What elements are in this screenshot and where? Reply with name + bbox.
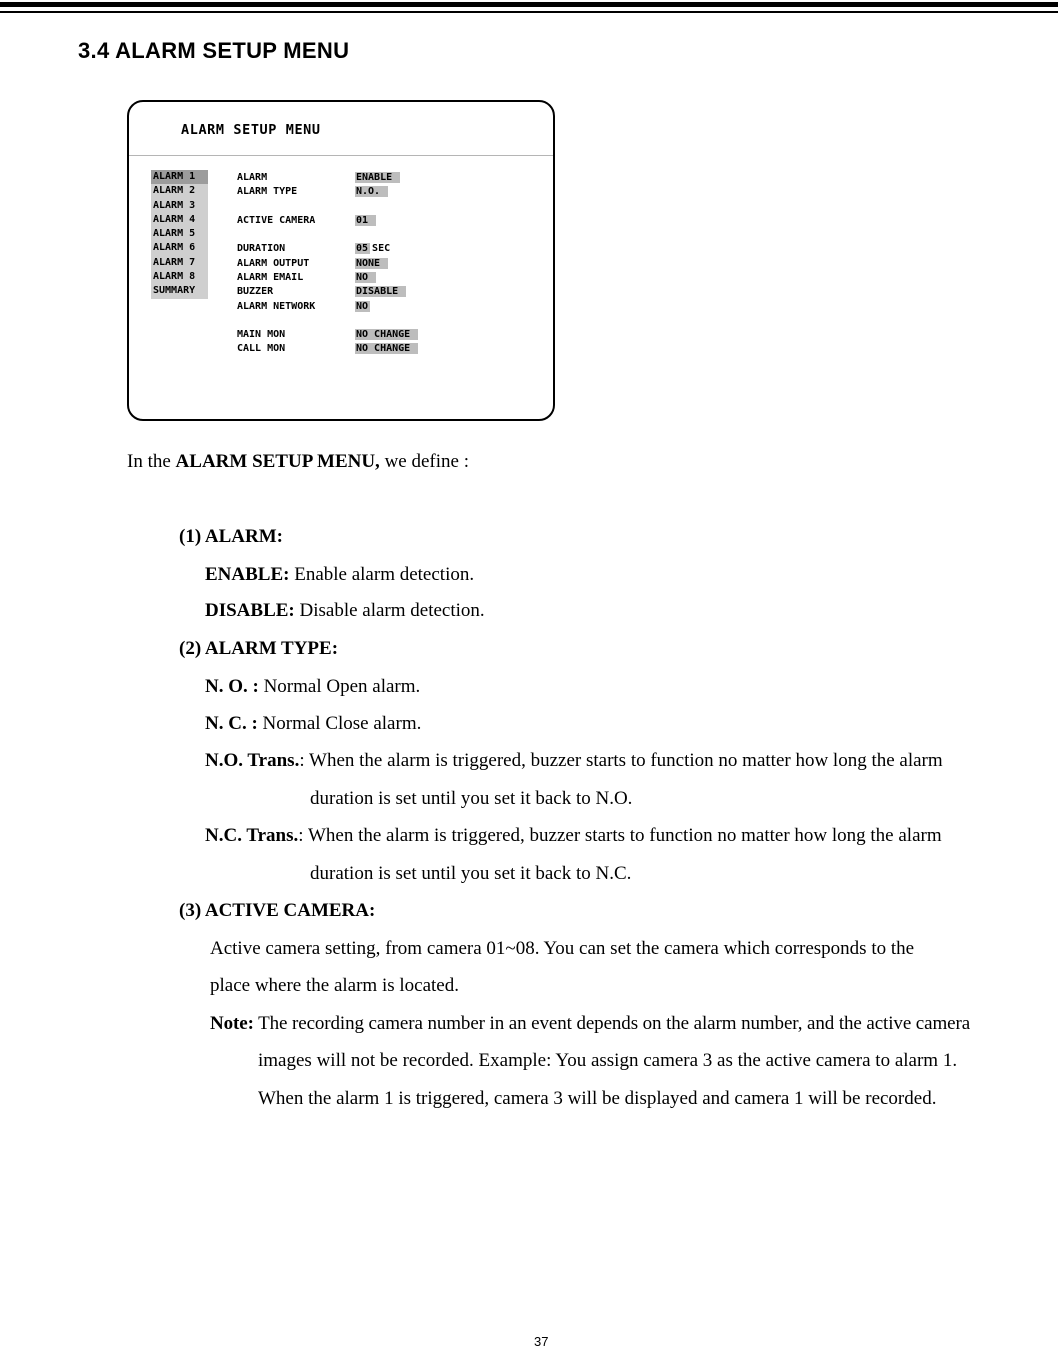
osd-setting-value: NO CHANGE [355,342,418,355]
osd-alarm-item: ALARM 8 [151,270,208,284]
alarm-setup-menu-screenshot [127,100,555,421]
osd-setting-value: 05 SEC [356,243,391,254]
osd-setting-value: N.O. [355,185,388,198]
osd-setting-label: ALARM EMAIL [237,272,304,283]
no-trans-definition-cont: duration is set until you set it back to N.O. [310,788,633,809]
osd-setting-label: ALARM NETWORK [237,301,316,312]
osd-setting-value: 01 [355,214,376,227]
osd-setting-label: ALARM [237,172,268,183]
osd-alarm-list [151,170,208,299]
osd-alarm-item: ALARM 6 [151,241,208,255]
osd-title: ALARM SETUP MENU [181,122,321,138]
osd-alarm-item: ALARM 3 [151,199,208,213]
osd-setting-label: BUZZER [237,286,274,297]
no-trans-definition: N.O. Trans.: When the alarm is triggered, buzzer starts to function no matter how long the alarm [205,750,943,771]
osd-setting-label: ALARM OUTPUT [237,258,310,269]
osd-setting-label: MAIN MON [237,329,286,340]
osd-setting-value: DISABLE [355,285,406,298]
osd-setting-label: CALL MON [237,343,286,354]
heading-alarm-type: (2) ALARM TYPE: [179,638,339,659]
note-line2: images will not be recorded. Example: You assign camera 3 as the active camera to alarm 1. [258,1050,958,1071]
osd-setting-label: ACTIVE CAMERA [237,215,316,226]
nc-definition: N. C. : Normal Close alarm. [205,713,422,734]
osd-setting-value: ENABLE [355,171,400,184]
heading-alarm: (1) ALARM: [179,526,283,547]
nc-trans-definition-cont: duration is set until you set it back to N.C. [310,863,632,884]
active-camera-text-line2: place where the alarm is located. [210,975,459,996]
note-line1: Note: The recording camera number in an event depends on the alarm number, and the active camera [210,1013,971,1034]
osd-alarm-item: ALARM 2 [151,184,208,198]
header-rule-thin [0,11,1058,13]
no-definition: N. O. : Normal Open alarm. [205,676,421,697]
heading-active-camera: (3) ACTIVE CAMERA: [179,900,376,921]
osd-setting-value: NONE [355,257,388,270]
osd-alarm-item: SUMMARY [151,284,208,298]
osd-setting-value: NO CHANGE [355,328,418,341]
osd-alarm-item: ALARM 4 [151,213,208,227]
enable-definition: ENABLE: Enable alarm detection. [205,564,475,585]
osd-setting-value: NO [356,301,369,312]
osd-setting-value: NO [355,271,376,284]
osd-alarm-item: ALARM 7 [151,256,208,270]
disable-definition: DISABLE: Disable alarm detection. [205,600,485,621]
page-number: 37 [534,1334,549,1349]
osd-title-divider [129,155,553,156]
header-rule-thick [0,2,1058,7]
nc-trans-definition: N.C. Trans.: When the alarm is triggered, buzzer starts to function no matter how long the alarm [205,825,942,846]
section-title: 3.4 ALARM SETUP MENU [78,38,350,63]
osd-alarm-item: ALARM 5 [151,227,208,241]
osd-setting-label: ALARM TYPE [237,186,298,197]
osd-setting-label: DURATION [237,243,286,254]
intro-text: In the ALARM SETUP MENU, we define : [127,451,469,472]
osd-alarm-item: ALARM 1 [151,170,208,184]
note-line3: When the alarm 1 is triggered, camera 3 will be displayed and camera 1 will be recorded. [258,1088,937,1109]
active-camera-text-line1: Active camera setting, from camera 01~08. You can set the camera which corresponds to the [210,938,915,959]
